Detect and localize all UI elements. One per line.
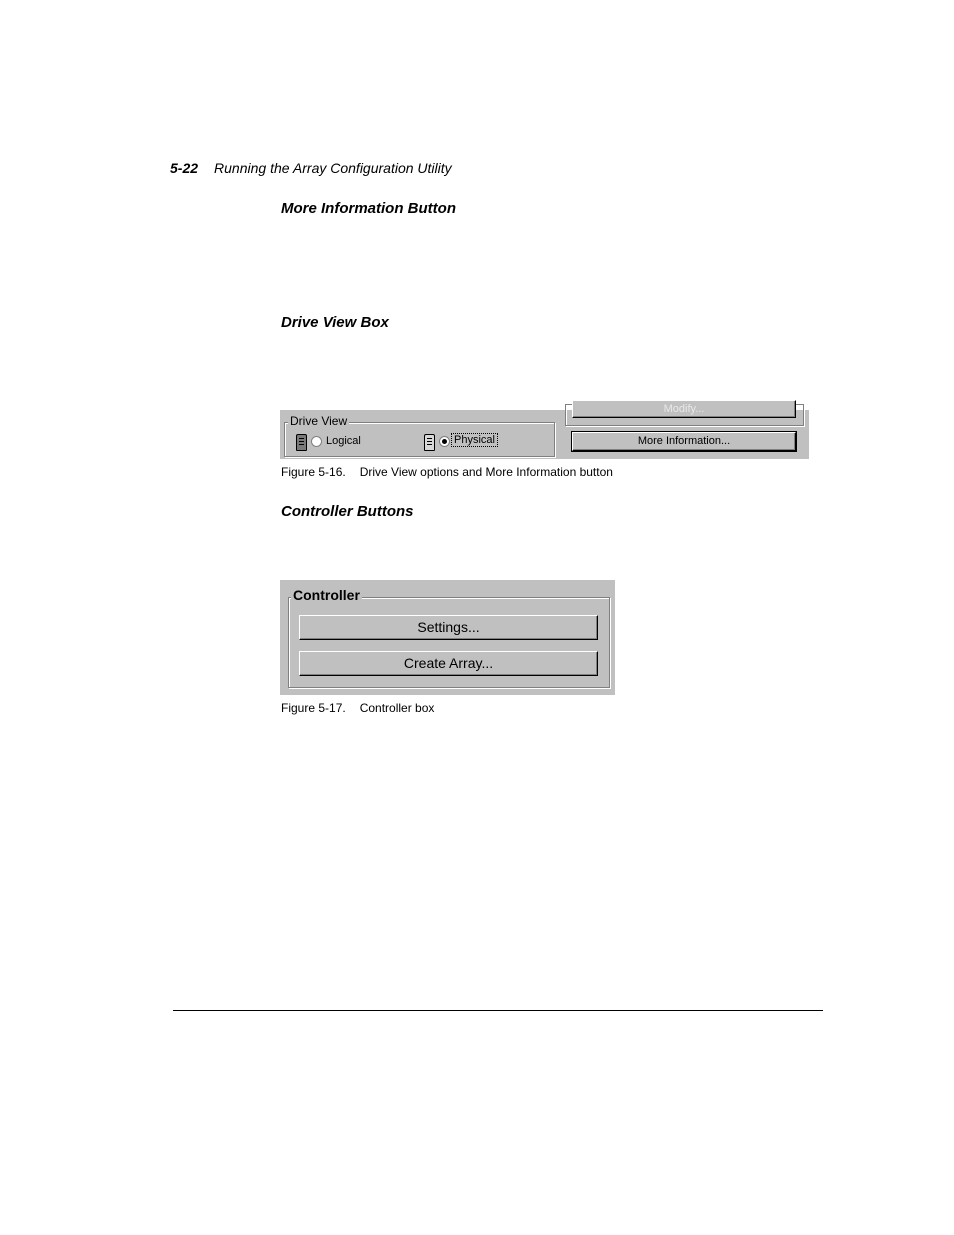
create-array-button[interactable]: Create Array... <box>299 651 598 676</box>
running-head <box>170 160 452 176</box>
page-number: 5-22 <box>170 160 199 176</box>
figure-controller-box <box>280 580 615 695</box>
physical-radio[interactable] <box>439 436 450 447</box>
logical-label: Logical <box>326 435 361 447</box>
footer-rule <box>173 1010 823 1011</box>
physical-label: Physical <box>454 434 495 446</box>
figure-17-number: Figure 5-17. <box>281 701 346 715</box>
heading-more-information-button: More Information Button <box>281 200 456 217</box>
drive-view-group-label: Drive View <box>290 414 348 428</box>
figure-17-caption <box>281 701 434 715</box>
figure-16-text: Drive View options and More Information button <box>359 465 613 479</box>
logical-radio[interactable] <box>311 436 322 447</box>
figure-drive-view <box>280 403 809 459</box>
physical-drive-icon <box>424 434 435 451</box>
controller-group-label: Controller <box>293 587 360 603</box>
more-information-button[interactable]: More Information... <box>572 432 796 451</box>
settings-button[interactable]: Settings... <box>299 615 598 640</box>
logical-drive-icon <box>296 434 307 451</box>
heading-drive-view-box: Drive View Box <box>281 314 389 331</box>
figure-17-text: Controller box <box>359 701 435 715</box>
modify-button[interactable]: Modify... <box>572 400 796 418</box>
heading-controller-buttons: Controller Buttons <box>281 503 414 520</box>
chapter-title: Running the Array Configuration Utility <box>214 160 452 176</box>
figure-16-number: Figure 5-16. <box>281 465 346 479</box>
figure-16-caption <box>281 465 613 479</box>
